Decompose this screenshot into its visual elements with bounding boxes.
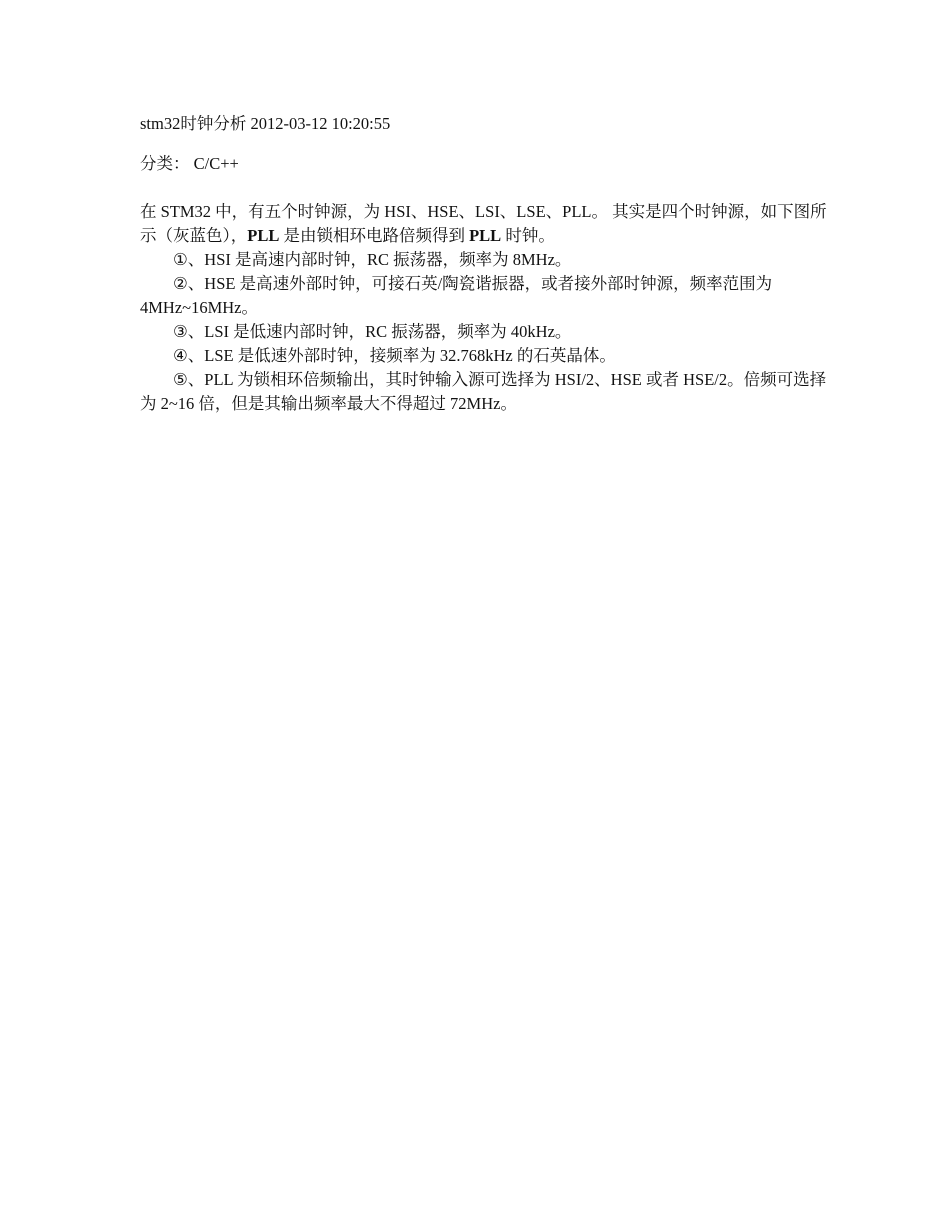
intro-text-1: 在 STM32 中，有五个时钟源，为 HSI、HSE、LSI、LSE、PLL。 其实是四个时钟源，如下图所示（灰蓝色）， xyxy=(140,202,827,245)
intro-text-3: 时钟。 xyxy=(501,226,555,245)
category-label: 分类： xyxy=(140,154,190,173)
category-line xyxy=(140,152,830,176)
clock-source-item-lsi: ③、LSI 是低速内部时钟，RC 振荡器，频率为 40kHz。 xyxy=(173,322,572,341)
document-title: stm32时钟分析 2012-03-12 10:20:55 xyxy=(140,114,391,133)
category-value: C/C++ xyxy=(193,154,239,173)
intro-paragraph xyxy=(140,200,830,248)
clock-source-item-hse: ②、HSE 是高速外部时钟，可接石英/陶瓷谐振器，或者接外部时钟源，频率范围为 4MHz~16MHz。 xyxy=(140,274,773,317)
clock-source-item-lse: ④、LSE 是低速外部时钟，接频率为 32.768kHz 的石英晶体。 xyxy=(173,346,616,365)
clock-source-item-hsi: ①、HSI 是高速内部时钟，RC 振荡器，频率为 8MHz。 xyxy=(173,250,572,269)
intro-bold-pll-1: PLL xyxy=(247,226,280,245)
clock-source-item-pll: ⑤、PLL 为锁相环倍频输出，其时钟输入源可选择为 HSI/2、HSE 或者 HSE/2。倍频可选择为 2~16 倍，但是其输出频率最大不得超过 72MHz。 xyxy=(140,370,827,413)
intro-text-2: 是由锁相环电路倍频得到 xyxy=(279,226,470,245)
document-content xyxy=(140,112,830,416)
intro-bold-pll-2: PLL xyxy=(469,226,502,245)
